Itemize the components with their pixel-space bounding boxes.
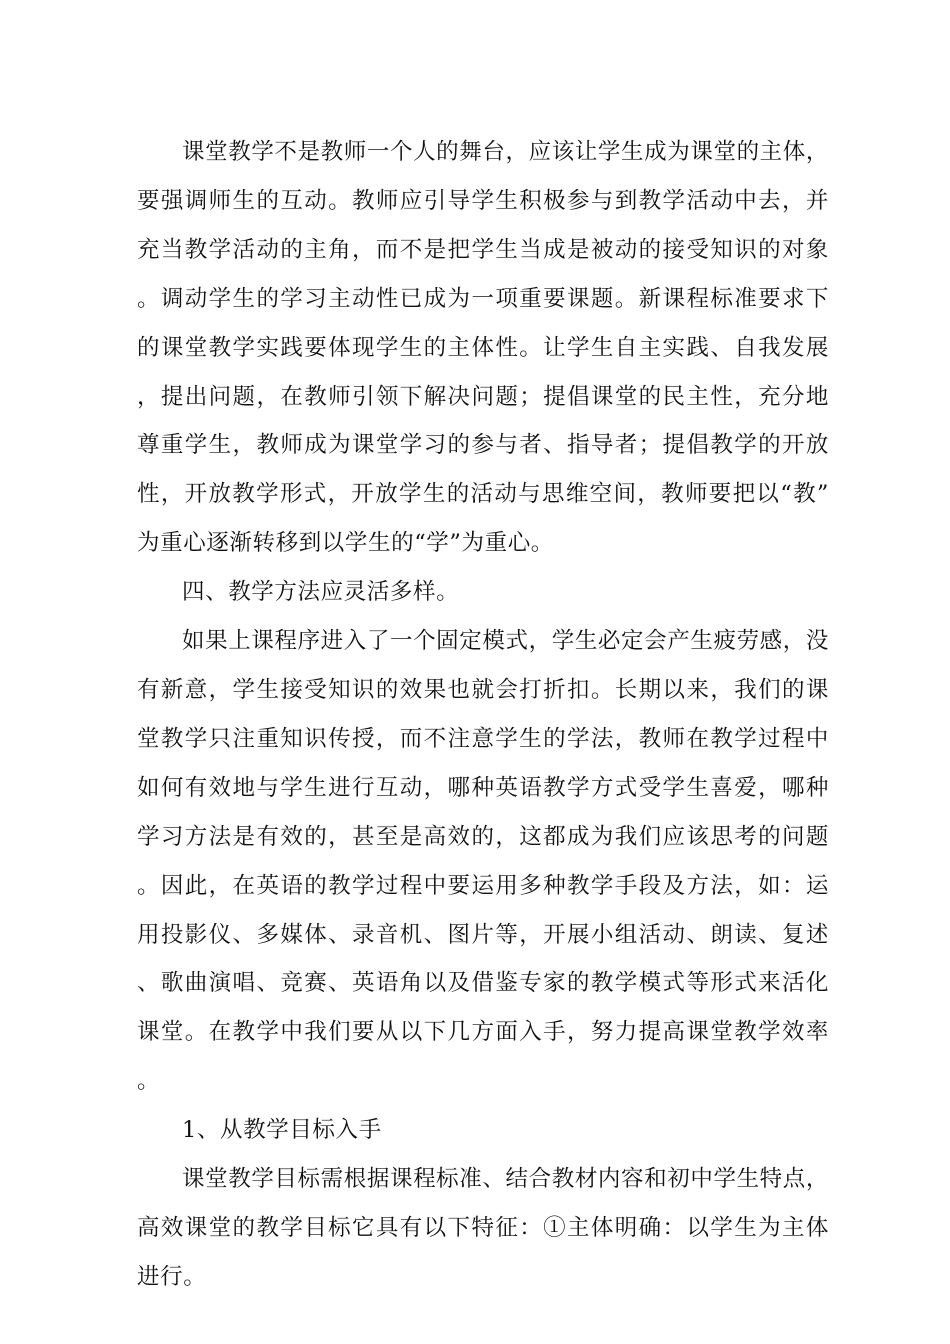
- section-heading-teaching-methods: 四、教学方法应灵活多样。: [182, 579, 460, 606]
- document-body: [137, 128, 829, 1302]
- subheading-teaching-goals: 1、从教学目标入手: [182, 1117, 382, 1144]
- paragraph-teaching-methods: 如果上课程序进入了一个固定模式，学生必定会产生疲劳感，没有新意，学生接受知识的效果也就会打折扣。长期以来，我们的课堂教学只注重知识传授，而不注意学生的学法，教师在教学过程中如何有效地与学生进行互动，哪种英语教学方式受学生喜爱，哪种学习方法是有效的，甚至是高效的，这都成为我们应该思考的问题。因此，在英语的教学过程中要运用多种教学手段及方法，如：运用投影仪、多媒体、录音机、图片等，开展小组活动、朗读、复述、歌曲演唱、竞赛、英语角以及借鉴专家的教学模式等形式来活化课堂。在教学中我们要从以下几方面入手，努力提高课堂教学效率。: [137, 628, 829, 1095]
- paragraph-teaching-goals: 课堂教学目标需根据课程标准、结合教材内容和初中学生特点，高效课堂的教学目标它具有以下特征：①主体明确：以学生为主体进行。: [137, 1166, 829, 1290]
- paragraph-student-centered: 课堂教学不是教师一个人的舞台，应该让学生成为课堂的主体，要强调师生的互动。教师应引导学生积极参与到教学活动中去，并充当教学活动的主角，而不是把学生当成是被动的接受知识的对象。调动学生的学习主动性已成为一项重要课题。新课程标准要求下的课堂教学实践要体现学生的主体性。让学生自主实践、自我发展，提出问题，在教师引领下解决问题；提倡课堂的民主性，充分地尊重学生，教师成为课堂学习的参与者、指导者；提倡教学的开放性，开放教学形式，开放学生的活动与思维空间，教师要把以“教”为重心逐渐转移到以学生的“学”为重心。: [137, 139, 829, 557]
